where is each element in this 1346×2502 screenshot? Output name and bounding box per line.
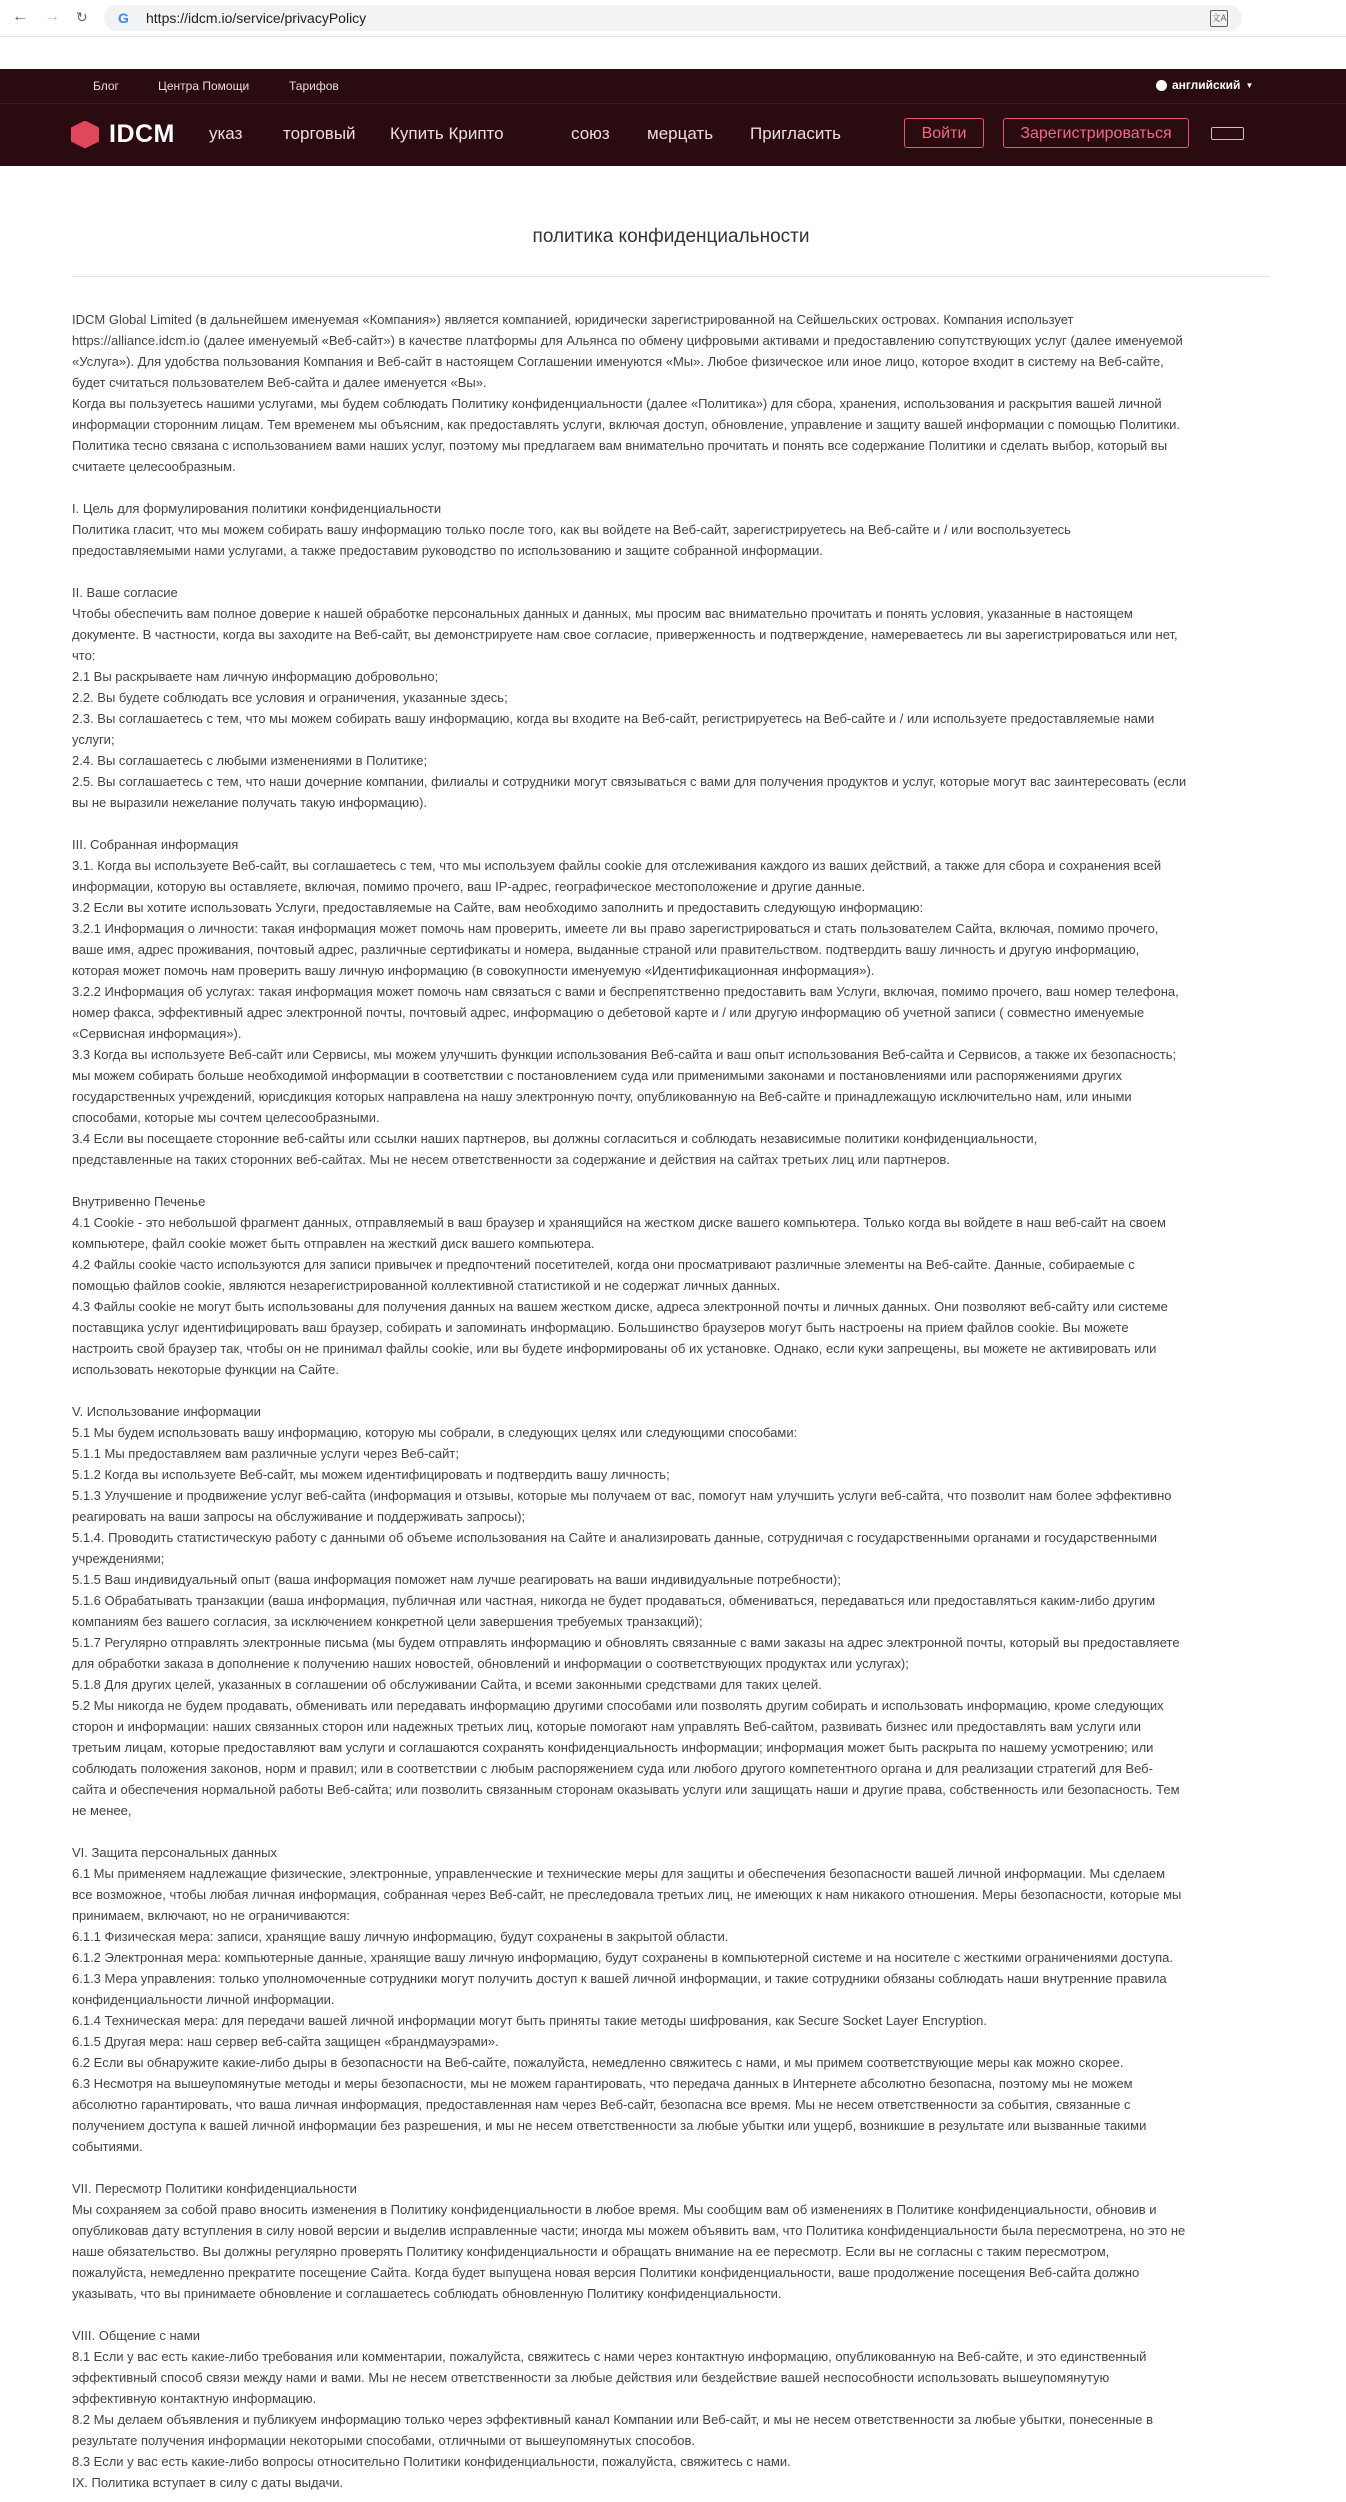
policy-line: представленные на таких сторонних веб-сайтах. Мы не несем ответственности за содержание и действия на сайтах третьих лиц или партнеров. bbox=[72, 1152, 950, 1167]
help-center-link[interactable]: Центра Помощи bbox=[158, 79, 250, 93]
policy-line: 2.5. Вы соглашаетесь с тем, что наши дочерние компании, филиалы и сотрудники могут связываться с вами для получения продуктов и услуг, которые могут вас заинтересовать (если bbox=[72, 774, 1187, 789]
policy-line: 3.2.2 Информация об услугах: такая информация может помочь нам связаться с вами и беспрепятственно предоставить вам Услуги, включая, помимо прочего, ваш номер телефона, bbox=[72, 984, 1179, 999]
translate-icon[interactable]: 文A bbox=[1210, 10, 1228, 27]
policy-line: 2.4. Вы соглашаетесь с любыми изменениями в Политике; bbox=[72, 753, 428, 768]
policy-line: 5.1.2 Когда вы используете Веб-сайт, мы можем идентифицировать и подтвердить вашу личность; bbox=[72, 1467, 670, 1482]
nav-item-buy-crypto[interactable]: Купить Крипто bbox=[390, 124, 504, 143]
back-icon[interactable]: ← bbox=[12, 8, 28, 25]
policy-line: Политика гласит, что мы можем собирать вашу информацию только после того, как вы войдете на Веб-сайт, зарегистрируетесь на Веб-сайте и / или воспользуетесь bbox=[72, 522, 1071, 537]
policy-line: эффективную контактную информацию. bbox=[72, 2391, 317, 2406]
policy-line: документе. В частности, когда вы заходите на Веб-сайт, вы демонстрируете нам свое согласие, приверженность и подтверждение, намереваетесь ли вы зарегистрироваться или нет, bbox=[72, 627, 1178, 642]
policy-line: настроить свой браузер так, чтобы он не принимал файлы cookie, или вы будете информированы об их установке. Однако, если куки запрещены, вы можете не активировать или bbox=[72, 1341, 1157, 1356]
policy-line: государственных учреждений, юрисдикция которых направлена на нашу электронную почту, опубликованную на Веб-сайте и принадлежащую исключительно нам, или иными bbox=[72, 1089, 1132, 1104]
policy-line: третьим лицам, которые предоставляют вам услуги и соглашаются сохранять конфиденциальность информации; информация может быть раскрыта по нашему усмотрению; или bbox=[72, 1740, 1154, 1755]
policy-line: 4.2 Файлы cookie часто используются для записи привычек и предпочтений посетителей, когда они просматривают различные элементы на Веб-сайте. Данные, собираемые с bbox=[72, 1257, 1135, 1272]
paragraph-gap bbox=[72, 561, 1270, 582]
nav-item-alliance[interactable]: союз bbox=[571, 124, 610, 143]
nav-item-index[interactable]: указ bbox=[209, 124, 243, 143]
policy-line: VII. Пересмотр Политики конфиденциальности bbox=[72, 2181, 357, 2196]
url-text: https://idcm.io/service/privacyPolicy bbox=[146, 10, 367, 26]
language-label: английский bbox=[1172, 78, 1241, 92]
policy-line: которая может помочь нам проверить вашу личную информацию (в совокупности именуемую «Идентификационная информация»). bbox=[72, 963, 875, 978]
paragraph-gap bbox=[72, 477, 1270, 498]
policy-line: 5.2 Мы никогда не будем продавать, обменивать или передавать информацию другими способами или позволять другим собирать и использовать информацию, кроме следующих bbox=[72, 1698, 1164, 1713]
policy-line: «Услуга»). Для удобства пользования Компания и Веб-сайт в настоящем Соглашении именуются «Мы». Любое физическое или иное лицо, которое входит в систему на Веб-сайте, bbox=[72, 354, 1164, 369]
policy-line: услуги; bbox=[72, 732, 115, 747]
policy-content bbox=[0, 225, 1346, 2493]
policy-line: VI. Защита персональных данных bbox=[72, 1845, 277, 1860]
policy-line: пожалуйста, немедленно прекратите посещение Сайта. Когда будет выпущена новая версия Политики конфиденциальности, ваше продолжение посещения Веб-сайта должно bbox=[72, 2265, 1140, 2280]
browser-toolbar bbox=[0, 0, 1346, 37]
policy-line: абсолютно гарантировать, что ваша личная информация, предоставленная нам через Веб-сайт, безопасна все время. Мы не несем ответственности за события, связанные с bbox=[72, 2097, 1131, 2112]
main-nav-bar bbox=[0, 103, 1346, 166]
policy-line: компьютере, файл cookie может быть отправлен на жесткий диск вашего компьютера. bbox=[72, 1236, 595, 1251]
policy-line: учреждениями; bbox=[72, 1551, 165, 1566]
policy-line: https://alliance.idcm.io (далее именуемый «Веб-сайт») в качестве платформы для Альянса по обмену цифровыми активами и предоставлению сопутствующих услуг (далее именуемой bbox=[72, 333, 1183, 348]
logo[interactable] bbox=[71, 120, 175, 149]
policy-line: не менее, bbox=[72, 1803, 132, 1818]
policy-line: получением доступа к вашей личной информации без разрешения, и мы не несем ответственности за любые убытки или ущерб, возникшие в результате или вызванные такими bbox=[72, 2118, 1147, 2133]
policy-line: IDCM Global Limited (в дальнейшем именуемая «Компания») является компанией, юридически зарегистрированной на Сейшельских островах. Компания использует bbox=[72, 312, 1074, 327]
nav-item-trade[interactable]: торговый bbox=[283, 124, 356, 143]
policy-line: 3.1. Когда вы используете Веб-сайт, вы соглашаетесь с тем, что мы используем файлы cookie для отслеживания каждого из ваших действий, а также для сбора и сохранения всей bbox=[72, 858, 1162, 873]
policy-line: сторон и информации: наших связанных сторон или надежных третьих лиц, которые помогают нам управлять Веб-сайтом, развивать бизнес или предоставлять вам услуги или bbox=[72, 1719, 1142, 1734]
policy-line: вы не выразили нежелание получать такую информацию). bbox=[72, 795, 428, 810]
forward-icon[interactable]: → bbox=[44, 8, 60, 25]
paragraph-gap bbox=[72, 813, 1270, 834]
policy-line: что: bbox=[72, 648, 96, 663]
policy-line: 5.1.5 Ваш индивидуальный опыт (ваша информация поможет нам лучше реагировать на ваши индивидуальные потребности); bbox=[72, 1572, 841, 1587]
title-divider bbox=[72, 276, 1270, 277]
nav-item-invite[interactable]: Пригласить bbox=[750, 124, 842, 143]
fees-link[interactable]: Тарифов bbox=[289, 79, 339, 93]
policy-line: мы можем собирать больше необходимой информации в соответствии с постановлением суда или применимыми законами и постановлениями или распоряжениями других bbox=[72, 1068, 1123, 1083]
policy-line: помощью файлов cookie, являются незарегистрированной коллективной статистикой и не содержат личных данных. bbox=[72, 1278, 781, 1293]
policy-line: 5.1.6 Обрабатывать транзакции (ваша информация, публичная или частная, никогда не будет продаваться, обмениваться, передаваться или предоставляться каким-либо другим bbox=[72, 1593, 1156, 1608]
policy-line: 5.1.4. Проводить статистическую работу с данными об объеме использования на Сайте и анализировать данные, сотрудничая с государственными органами и государственными bbox=[72, 1530, 1157, 1545]
policy-line: принимаем, включают, но не ограничиваются: bbox=[72, 1908, 350, 1923]
policy-line: Мы сохраняем за собой право вносить изменения в Политику конфиденциальности в любое время. Мы сообщим вам об изменениях в Политике конфиденциальности, обновив и bbox=[72, 2202, 1157, 2217]
policy-line: 2.3. Вы соглашаетесь с тем, что мы можем собирать вашу информацию, когда вы входите на Веб-сайт, регистрируетесь на Веб-сайте и / или используете предоставляемые нами bbox=[72, 711, 1155, 726]
policy-line: событиями. bbox=[72, 2139, 143, 2154]
policy-line: Чтобы обеспечить вам полное доверие к нашей обработке персональных данных и данных, мы просим вас внимательно прочитать и понять условия, указанные в настоящем bbox=[72, 606, 1133, 621]
policy-line: 6.3 Несмотря на вышеупомянутые методы и меры безопасности, мы не можем гарантировать, что передача данных в Интернете абсолютно безопасна, поэтому мы не можем bbox=[72, 2076, 1133, 2091]
policy-line: наше обязательство. Вы должны регулярно проверять Политику конфиденциальности и обращать внимание на ее пересмотр. Если вы не согласны с таким пересмотром, bbox=[72, 2244, 1110, 2259]
policy-line: 2.1 Вы раскрываете нам личную информацию добровольно; bbox=[72, 669, 439, 684]
policy-line: 5.1.8 Для других целей, указанных в соглашении об обслуживании Сайта, и всеми законными средствами для таких целей. bbox=[72, 1677, 822, 1692]
policy-line: сайта и обеспечения нормальной работы Веб-сайта; или позволить связанным сторонам оказывать услуги или защищать наши и другие права, собственность или безопасность. Тем bbox=[72, 1782, 1180, 1797]
policy-line: 6.2 Если вы обнаружите какие-либо дыры в безопасности на Веб-сайте, пожалуйста, немедленно свяжитесь с нами, и мы примем соответствующие меры как можно скорее. bbox=[72, 2055, 1124, 2070]
policy-line: 6.1.1 Физическая мера: записи, хранящие вашу личную информацию, будут сохранены в закрытой области. bbox=[72, 1929, 729, 1944]
policy-line: эффективный способ связи между нами и вами. Мы не несем ответственности за любые действия или бездействие вашей неспособности использовать вышеупомянутую bbox=[72, 2370, 1110, 2385]
language-selector[interactable] bbox=[1156, 78, 1253, 92]
policy-line: 5.1.1 Мы предоставляем вам различные услуги через Веб-сайт; bbox=[72, 1446, 459, 1461]
policy-line: 8.1 Если у вас есть какие-либо требования или комментарии, пожалуйста, свяжитесь с нами через контактную информацию, опубликованную на Веб-сайте, и это единственный bbox=[72, 2349, 1147, 2364]
policy-line: Когда вы пользуетесь нашими услугами, мы будем соблюдать Политику конфиденциальности (далее «Политика») для сбора, хранения, использования и раскрытия вашей личной bbox=[72, 396, 1162, 411]
policy-line: 5.1.7 Регулярно отправлять электронные письма (мы будем отправлять информацию и обновлять связанные с вами заказы на адрес электронной почты, который вы предоставляете bbox=[72, 1635, 1180, 1650]
policy-line: Политика тесно связана с использованием вами наших услуг, поэтому мы предлагаем вам внимательно прочитать и понять все содержание Политики и сделать выбор, который вы bbox=[72, 438, 1168, 453]
policy-line: 6.1.5 Другая мера: наш сервер веб-сайта защищен «брандмауэрами». bbox=[72, 2034, 499, 2049]
page-top-gap bbox=[0, 37, 1346, 69]
policy-line: V. Использование информации bbox=[72, 1404, 261, 1419]
logo-text: IDCM bbox=[109, 120, 175, 148]
google-icon: G bbox=[118, 10, 129, 26]
policy-line: 6.1.3 Мера управления: только уполномоченные сотрудники могут получить доступ к вашей личной информации, и такие сотрудники обязаны соблюдать наши внутренние правила bbox=[72, 1971, 1167, 1986]
policy-line: I. Цель для формулирования политики конфиденциальности bbox=[72, 501, 442, 516]
policy-line: конфиденциальности личной информации. bbox=[72, 1992, 335, 2007]
policy-line: компаниям без вашего согласия, за исключением конкретной цели завершения требуемых транзакций); bbox=[72, 1614, 703, 1629]
policy-line: поставщика услуг идентифицировать ваш браузер, собирать и запоминать информацию. Большинство браузеров могут быть настроены на прием файлов cookie. Вы можете bbox=[72, 1320, 1129, 1335]
policy-line: предоставляемыми нами услугами, а также предоставим руководство по использованию и защите собранной информации. bbox=[72, 543, 823, 558]
login-button[interactable]: Войти bbox=[904, 118, 984, 148]
site-header bbox=[0, 69, 1346, 166]
policy-line: опубликовав дату вступления в силу новой версии и выделив исправленные части; иногда мы можем объявить вам, что Политика конфиденциальности была пересмотрена, но это не bbox=[72, 2223, 1186, 2238]
policy-line: результате получения информации некоторыми способами, отличными от вышеупомянутых способов. bbox=[72, 2433, 696, 2448]
policy-line: 6.1.4 Техническая мера: для передачи вашей личной информации могут быть приняты такие методы шифрования, как Secure Socket Layer Encryption. bbox=[72, 2013, 988, 2028]
reload-icon[interactable]: ↻ bbox=[76, 9, 88, 25]
policy-line: 5.1.3 Улучшение и продвижение услуг веб-сайта (информация и отзывы, которые мы получаем от вас, помогут нам улучшить услуги веб-сайта, что позволит нам более эффективно bbox=[72, 1488, 1172, 1503]
policy-line: указывать, что вы принимаете обновление и соглашаетесь соблюдать обновленную Политику конфиденциальности. bbox=[72, 2286, 782, 2301]
policy-line: 3.2 Если вы хотите использовать Услуги, предоставляемые на Сайте, вам необходимо заполнить и предоставить следующую информацию: bbox=[72, 900, 924, 915]
policy-line: 8.3 Если у вас есть какие-либо вопросы относительно Политики конфиденциальности, пожалуйста, свяжитесь с нами. bbox=[72, 2454, 791, 2469]
paragraph-gap bbox=[72, 2157, 1270, 2178]
paragraph-gap bbox=[72, 1380, 1270, 1401]
paragraph-gap bbox=[72, 2304, 1270, 2325]
logo-icon bbox=[71, 121, 99, 149]
blog-link[interactable]: Блог bbox=[93, 79, 119, 93]
policy-line: реагировать на ваши запросы на обслуживание и поддерживать запросы); bbox=[72, 1509, 526, 1524]
policy-line: 3.3 Когда вы используете Веб-сайт или Сервисы, мы можем улучшить функции использования Веб-сайта и ваш опыт использования Веб-сайта и Сервисов, а также их безопасность; bbox=[72, 1047, 1177, 1062]
policy-line: 2.2. Вы будете соблюдать все условия и ограничения, указанные здесь; bbox=[72, 690, 508, 705]
nav-item-flash[interactable]: мерцать bbox=[647, 124, 714, 143]
policy-line: считаете целесообразным. bbox=[72, 459, 236, 474]
policy-line: 8.2 Мы делаем объявления и публикуем информацию только через эффективный канал Компании или Веб-сайт, и мы не несем ответственности за любые убытки, понесенные в bbox=[72, 2412, 1153, 2427]
policy-line: 3.2.1 Информация о личности: такая информация может помочь нам проверить, имеете ли вы право зарегистрироваться и стать пользователем Сайта, включая, помимо прочего, bbox=[72, 921, 1159, 936]
policy-line: IX. Политика вступает в силу с даты выдачи. bbox=[72, 2475, 344, 2490]
page-title: политика конфиденциальности bbox=[532, 226, 810, 247]
policy-line: номер факса, эффективный адрес электронной почты, почтовый адрес, информацию о дебетовой карте и / или другую информацию об учетной записи ( совместно именуемые bbox=[72, 1005, 1145, 1020]
paragraph-gap bbox=[72, 1821, 1270, 1842]
policy-line: информации сторонним лицам. Тем временем мы объясним, как предоставлять услуги, включая доступ, обновление, управление и защиту вашей информации с помощью Политики. bbox=[72, 417, 1181, 432]
policy-line: III. Собранная информация bbox=[72, 837, 239, 852]
policy-line: Внутривенно Печенье bbox=[72, 1194, 206, 1209]
top-bar bbox=[0, 69, 1346, 103]
policy-line: ваше имя, адрес проживания, почтовый адрес, различные сертификаты и номера, выданные страной или правительством. подтвердить вашу личность и другую информацию, bbox=[72, 942, 1140, 957]
policy-line: соблюдать положения законов, норм и правил; или в соответствии с любым распоряжением суда или любого другого компетентного органа и для реализации стратегий для Веб- bbox=[72, 1761, 1153, 1776]
policy-line: II. Ваше согласие bbox=[72, 585, 178, 600]
policy-line: 3.4 Если вы посещаете сторонние веб-сайты или ссылки наших партнеров, вы должны согласиться и соблюдать независимые политики конфиденциальности, bbox=[72, 1131, 1038, 1146]
policy-line: 4.1 Cookie - это небольшой фрагмент данных, отправляемый в ваш браузер и хранящийся на жестком диске вашего компьютера. Только когда вы войдете в наш веб-сайт на своем bbox=[72, 1215, 1166, 1230]
address-bar[interactable] bbox=[104, 5, 1242, 31]
policy-line: для обработки заказа в дополнение к получению наших новостей, обновлений и информации о соответствующих продуктах или услугах); bbox=[72, 1656, 909, 1671]
chevron-down-icon: ▼ bbox=[1245, 80, 1254, 90]
policy-line: 6.1 Мы применяем надлежащие физические, электронные, управленческие и технические меры для защиты и обеспечения безопасности вашей личной информации. Мы сделаем bbox=[72, 1866, 1166, 1881]
policy-line: информации, которую вы оставляете, включая, помимо прочего, ваш IP-адрес, географическое местоположение и другие данные. bbox=[72, 879, 866, 894]
policy-line: 6.1.2 Электронная мера: компьютерные данные, хранящие вашу личную информацию, будут сохранены в компьютерной системе и на носителе с жесткими ограничениями доступа. bbox=[72, 1950, 1173, 1965]
menu-button[interactable] bbox=[1211, 127, 1244, 140]
policy-line: 5.1 Мы будем использовать вашу информацию, которую мы собрали, в следующих целях или следующими способами: bbox=[72, 1425, 798, 1440]
policy-line: 4.3 Файлы cookie не могут быть использованы для получения данных на вашем жестком диске, адреса электронной почты и личных данных. Они позволяют веб-сайту или системе bbox=[72, 1299, 1168, 1314]
policy-line: будет считаться пользователем Веб-сайта и далее именуется «Вы». bbox=[72, 375, 487, 390]
policy-line: все возможное, чтобы любая личная информация, собранная через Веб-сайт, не преследовала третьих лиц, не имеющих к нам никакого отношения. Меры безопасности, которые мы bbox=[72, 1887, 1182, 1902]
policy-text bbox=[72, 309, 1270, 2493]
paragraph-gap bbox=[72, 1170, 1270, 1191]
policy-line: «Сервисная информация»). bbox=[72, 1026, 242, 1041]
register-button[interactable]: Зарегистрироваться bbox=[1003, 118, 1189, 148]
policy-line: способами, которые мы сочтем целесообразными. bbox=[72, 1110, 380, 1125]
policy-line: использовать некоторые функции на Сайте. bbox=[72, 1362, 340, 1377]
globe-icon bbox=[1156, 80, 1167, 91]
policy-line: VIII. Общение с нами bbox=[72, 2328, 201, 2343]
